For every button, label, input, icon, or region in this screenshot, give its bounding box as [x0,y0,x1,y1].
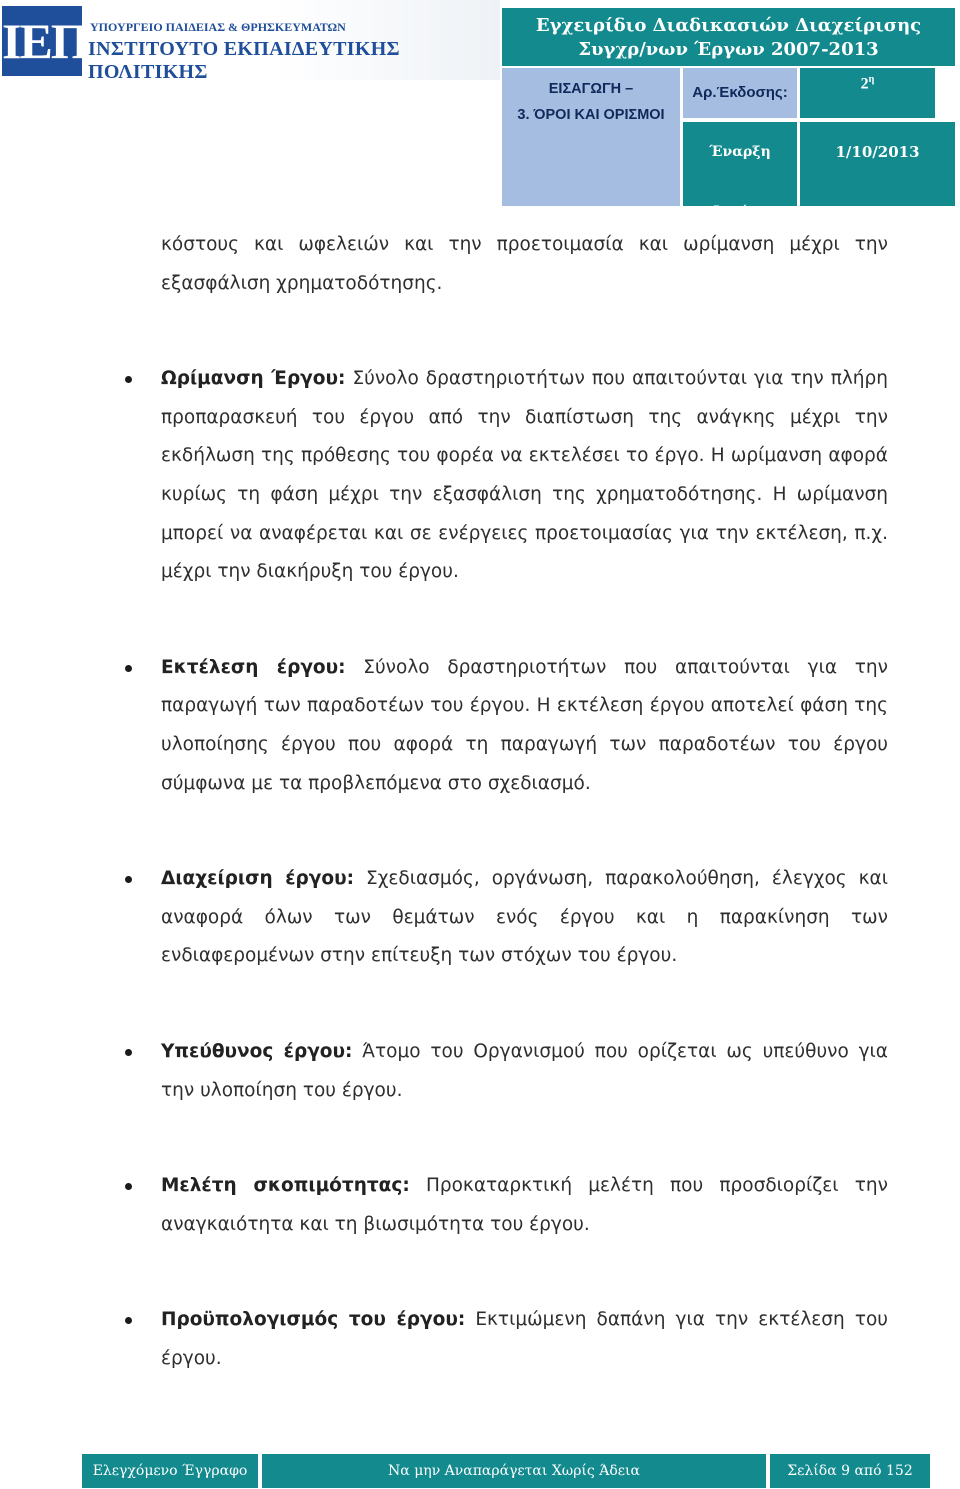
edition-number: 2 [860,75,869,93]
definition-text: Εκτιμώμενη δαπάνη για την εκτέλεση του έργου. [161,1309,888,1369]
definition-term: Ωρίμανση Έργου: [161,368,346,390]
definition-term: Μελέτη σκοπιμότητας: [161,1175,410,1197]
definition-text: Σύνολο δραστηριοτήτων που απαιτούνται για την πλήρη προπαρασκευή του έργου από την διαπίστωση της ανάγκης μέχρι την εκδήλωση της πρόθεσης του φορέα να εκτελέσει το έργο. Η ωρίμανση αφορά κυρίως τη φάση μέχρι την εξασφάλιση της χρηματοδότησης. Η ωρίμανση μπορεί να αναφέρεται και σε ενέργειες προετοιμασίας για την εκτέλεση, π.χ. μέχρι την διακήρυξη του έργου. [161,368,888,583]
bullet-icon [125,1317,132,1324]
definition-item [161,1033,888,1110]
definition-term: Υπεύθυνος έργου: [161,1040,353,1062]
header-logo-band [0,0,500,83]
definition-text: Σύνολο δραστηριοτήτων που απαιτούνται για την παραγωγή των παραδοτέων του έργου. Η εκτέλεση έργου αποτελεί φάση της υλοποίησης έργου που αφορά τη παραγωγή των παραδοτέων του έργου σύμφωνα με τα προβλεπόμενα στο σχεδιασμό. [161,656,888,794]
section-label-line1: ΕΙΣΑΓΩΓΗ – [548,81,634,97]
document-title-line1: Εγχειρίδιο Διαδικασιών Διαχείρισης [535,15,922,36]
bullet-icon [125,376,132,383]
footer-page-number: Σελίδα 9 από 152 [770,1454,930,1488]
definition-term: Προϋπολογισμός του έργου: [161,1309,466,1331]
section-label-line2: 3. ΌΡΟΙ ΚΑΙ ΟΡΙΣΜΟΙ [517,107,665,123]
definition-item [161,649,888,803]
footer-controlled-document: Ελεγχόμενο Έγγραφο [82,1454,258,1488]
intro-paragraph: κόστους και ωφελειών και την προετοιμασία και ωρίμανση μέχρι την εξασφάλιση χρηματοδότησης. [161,234,888,294]
edition-label: Αρ.Έκδοσης: [683,68,797,118]
bullet-icon [125,665,132,672]
bullet-icon [125,1183,132,1190]
definition-item [161,860,888,976]
definition-text: Άτομο του Οργανισμού που ορίζεται ως υπεύθυνο για την υλοποίηση του έργου. [161,1040,889,1101]
definition-text: Σχεδιασμός, οργάνωση, παρακολούθηση, έλεγχος και αναφορά όλων των θεμάτων ενός έργου και η παρακίνηση των ενδιαφερομένων στην επίτευξη των στόχων του έργου. [161,868,889,967]
definition-item [161,360,888,592]
bullet-icon [125,876,132,883]
start-date: 1/10/2013 [800,122,955,206]
start-label: Έναρξη Ισχύος [683,122,797,206]
ministry-name: ΥΠΟΥΡΓΕΙΟ ΠΑΙΔΕΙΑΣ & ΘΡΗΣΚΕΥΜΑΤΩΝ [90,20,346,34]
institute-name: ΙΝΣΤΙΤΟΥΤΟ ΕΚΠΑΙΔΕΥΤΙΚΗΣ ΠΟΛΙΤΙΚΗΣ [88,38,400,83]
footer-no-reproduction: Να μην Αναπαράγεται Χωρίς Άδεια [262,1454,766,1488]
document-title-line2: Συγχρ/νων Έργων 2007-2013 [578,39,879,60]
edition-value [800,68,935,118]
definition-item [161,1301,888,1378]
definition-item [161,1167,888,1244]
document-body [161,226,888,1435]
section-label [502,68,680,206]
edition-suffix: η [868,74,875,85]
bullet-icon [125,1049,132,1056]
document-title [502,8,955,66]
iep-logo: ΙΕΠ [2,6,82,76]
definition-term: Διαχείριση έργου: [161,868,355,890]
definition-term: Εκτέλεση έργου: [161,656,346,678]
definition-text: Προκαταρκτική μελέτη που προσδιορίζει την αναγκαιότητα και τη βιωσιμότητα του έργου. [161,1175,888,1235]
